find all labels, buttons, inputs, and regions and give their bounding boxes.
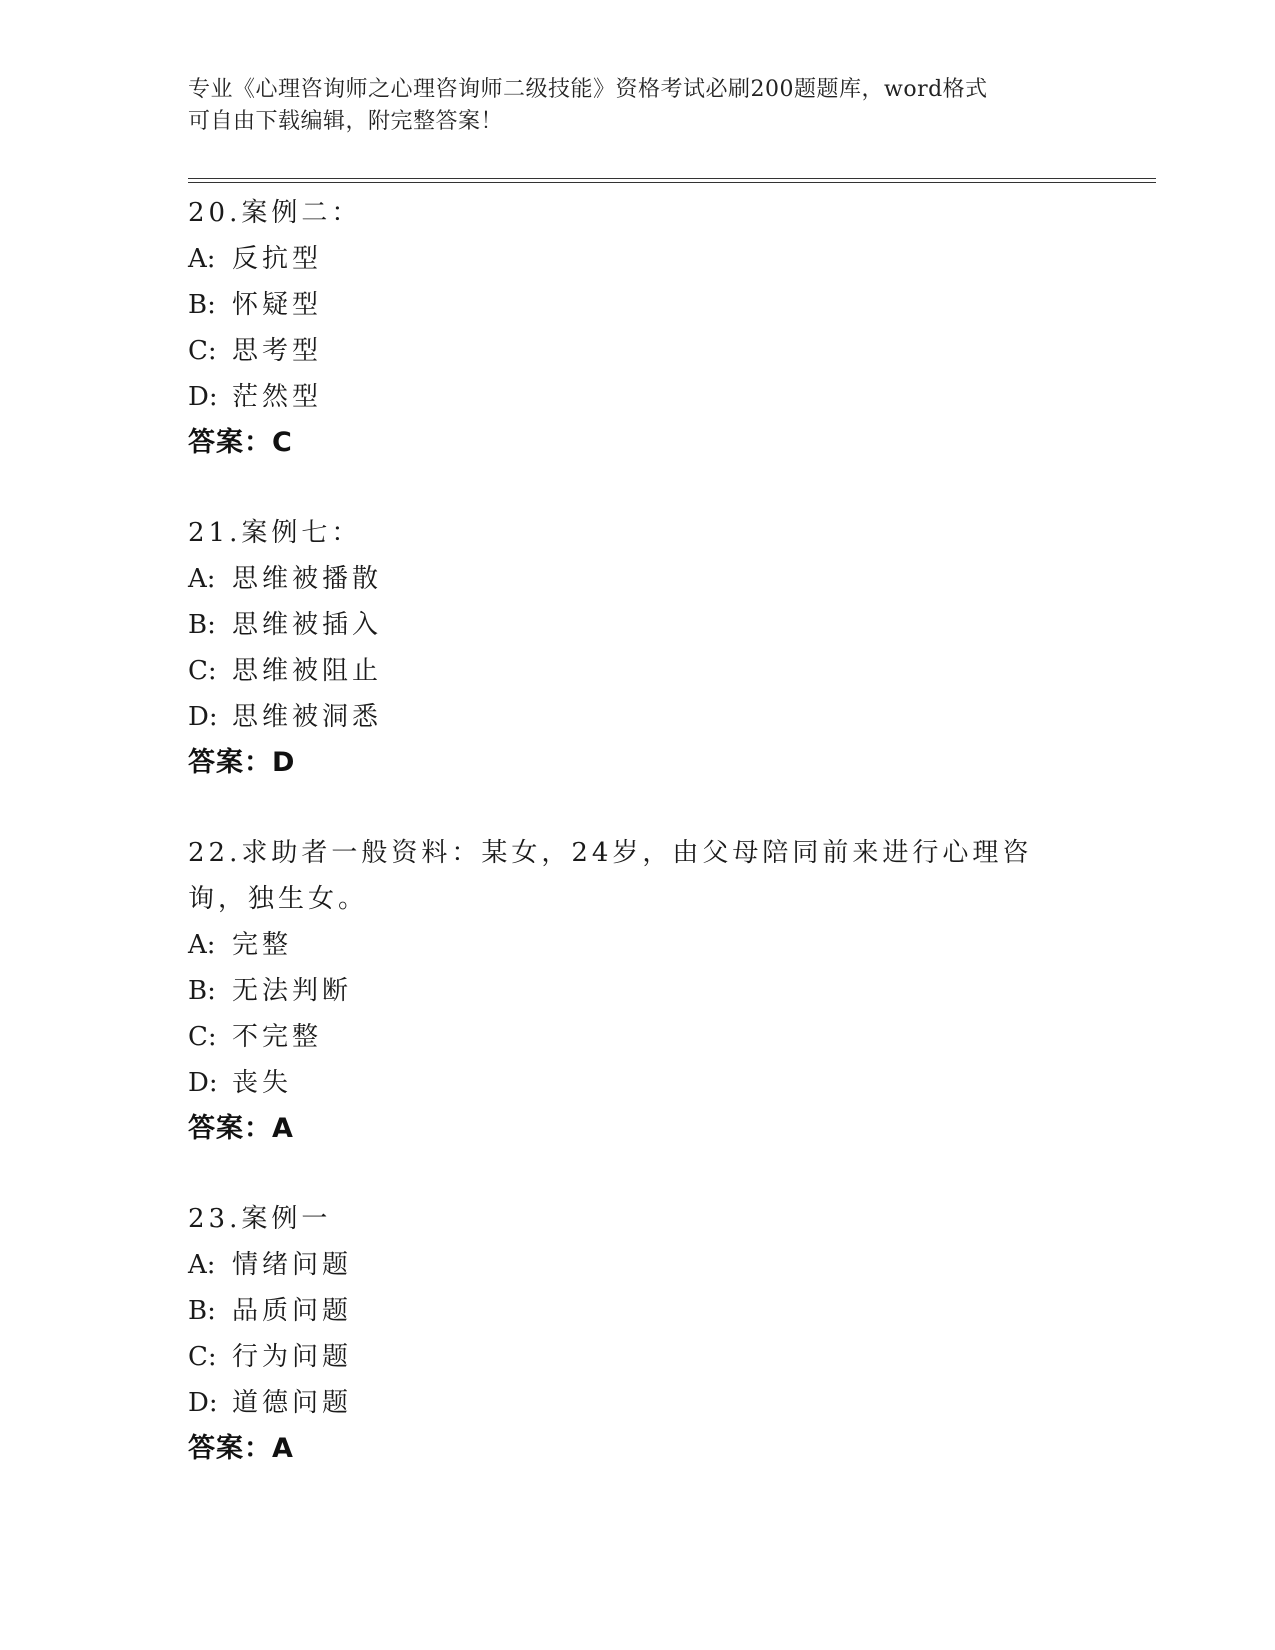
option-d (188, 1060, 1088, 1106)
option-text: 怀疑型 (232, 290, 323, 320)
header-line-1: 专业《心理咨询师之心理咨询师二级技能》资格考试必刷200题题库，word格式 (188, 77, 988, 102)
option-label: D: (188, 1388, 218, 1418)
option-a (188, 1242, 1088, 1288)
option-b (188, 282, 1088, 328)
question-title: 23.案例一 (188, 1204, 332, 1234)
option-text: 丧失 (232, 1068, 293, 1098)
option-label: D: (188, 382, 218, 412)
option-text: 完整 (232, 930, 293, 960)
option-d (188, 374, 1088, 420)
question-23 (188, 1196, 1088, 1472)
option-text: 思维被洞悉 (232, 702, 383, 732)
option-d (188, 694, 1088, 740)
option-text: 思维被阻止 (232, 656, 383, 686)
question-title: 20.案例二： (188, 198, 362, 228)
option-label: D: (188, 702, 218, 732)
option-c (188, 1334, 1088, 1380)
option-text: 品质问题 (232, 1296, 353, 1326)
option-label: C: (188, 336, 217, 366)
option-text: 道德问题 (232, 1388, 353, 1418)
question-21 (188, 510, 1088, 786)
option-label: A: (188, 1250, 216, 1280)
option-label: B: (188, 976, 216, 1006)
option-text: 无法判断 (232, 976, 353, 1006)
answer-line: 答案：A (188, 1433, 294, 1464)
option-label: B: (188, 1296, 216, 1326)
option-label: A: (188, 564, 216, 594)
question-20 (188, 190, 1088, 466)
option-a (188, 922, 1088, 968)
header-line-2: 可自由下载编辑，附完整答案！ (188, 109, 504, 134)
document-header (188, 74, 1088, 138)
option-text: 思维被播散 (232, 564, 383, 594)
question-title: 21.案例七： (188, 518, 362, 548)
option-text: 反抗型 (232, 244, 323, 274)
option-label: B: (188, 610, 216, 640)
option-a (188, 236, 1088, 282)
header-divider (188, 178, 1156, 183)
option-label: C: (188, 1342, 217, 1372)
option-label: C: (188, 1022, 217, 1052)
option-text: 茫然型 (232, 382, 323, 412)
option-c (188, 648, 1088, 694)
question-title: 22.求助者一般资料：某女，24岁，由父母陪同前来进行心理咨询，独生女。 (188, 838, 1033, 914)
option-text: 行为问题 (232, 1342, 353, 1372)
answer-line: 答案：A (188, 1113, 294, 1144)
option-label: B: (188, 290, 216, 320)
option-label: A: (188, 930, 216, 960)
question-22 (188, 830, 1088, 1152)
option-d (188, 1380, 1088, 1426)
option-text: 不完整 (232, 1022, 323, 1052)
option-text: 情绪问题 (232, 1250, 353, 1280)
option-a (188, 556, 1088, 602)
option-b (188, 602, 1088, 648)
option-label: D: (188, 1068, 218, 1098)
option-c (188, 328, 1088, 374)
answer-line: 答案：C (188, 427, 293, 458)
answer-line: 答案：D (188, 747, 296, 778)
option-label: A: (188, 244, 216, 274)
option-c (188, 1014, 1088, 1060)
option-text: 思维被插入 (232, 610, 383, 640)
option-b (188, 1288, 1088, 1334)
question-list (188, 190, 1088, 1516)
option-text: 思考型 (232, 336, 323, 366)
option-label: C: (188, 656, 217, 686)
option-b (188, 968, 1088, 1014)
